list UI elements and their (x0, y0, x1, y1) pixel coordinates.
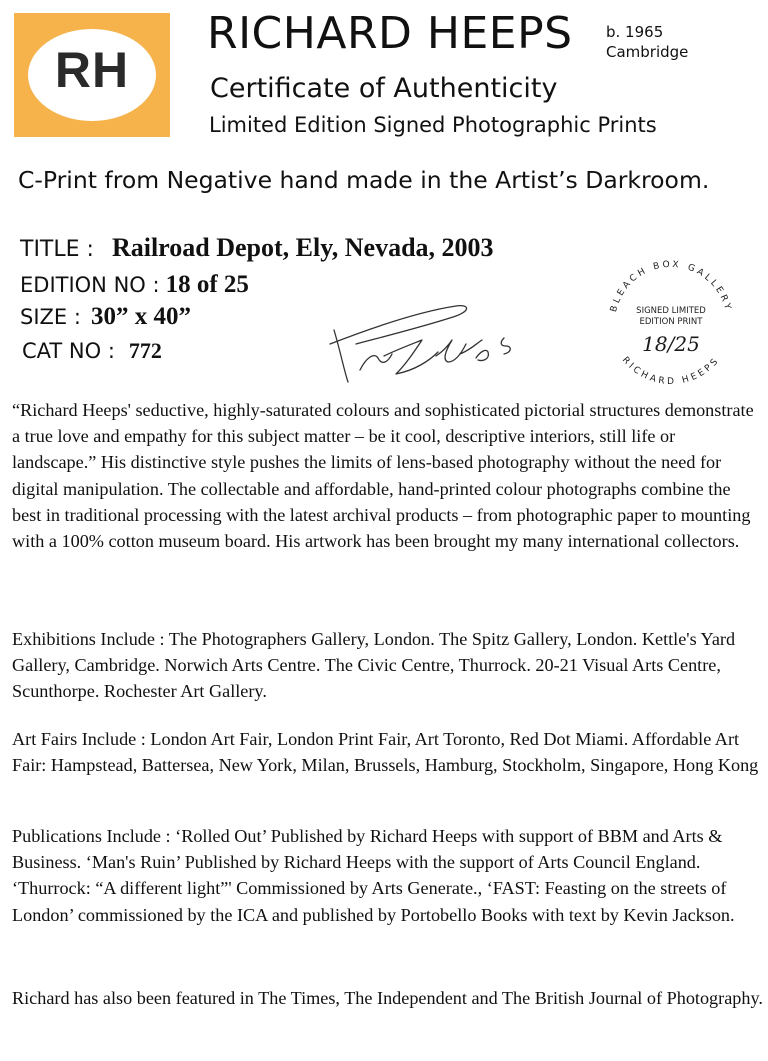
size-value: 30” x 40” (90, 303, 191, 330)
title-field (20, 235, 494, 261)
logo-letters: RH (54, 42, 130, 98)
birth-place: Cambridge (606, 43, 689, 61)
featured-paragraph: Richard has also been featured in The Times, The Independent and The British Journal of Photography. (12, 988, 763, 1008)
title-label: TITLE : (20, 237, 94, 262)
publications-paragraph: Publications Include : ‘Rolled Out’ Published by Richard Heeps with support of BBM and Arts & Business. ‘Man's Ruin’ Published by Richard Heeps with the support of Arts Council England. ‘Thurrock: “A different light”' Commissioned by Arts Generate., ‘FAST: Feasting on the streets of London’ commissioned by the ICA and published by Portobello Books with text by Kevin Jackson. (12, 826, 735, 925)
print-type: C-Print from Negative hand made in the Artist’s Darkroom. (18, 166, 710, 194)
exhibitions-paragraph: Exhibitions Include : The Photographers Gallery, London. The Spitz Gallery, London. Kettle's Yard Gallery, Cambridge. Norwich Arts Centre. The Civic Centre, Thurrock. 20-21 Visual Arts Centre, Scunthorpe. Rochester Art Gallery. (12, 629, 736, 702)
art-fairs-paragraph: Art Fairs Include : London Art Fair, London Print Fair, Art Toronto, Red Dot Miami. Affordable Art Fair: Hampstead, Battersea, New York, Milan, Brussels, Hamburg, Stockholm, Singapore, Hong Kong (12, 729, 759, 776)
birth-year: b. 1965 (606, 23, 664, 41)
stamp-line-2: EDITION PRINT (639, 317, 703, 327)
artist-birth (606, 22, 688, 62)
stamp-handwritten-edition: 18/25 (642, 332, 700, 356)
stamp-top-arc: BLEACH BOX GALLERY (609, 259, 733, 314)
cat-label: CAT NO : (22, 339, 115, 363)
bio-paragraph: “Richard Heeps' seductive, highly-saturated colours and sophisticated pictorial structures demonstrate a true love and empathy for this subject matter – be it cool, descriptive interiors, still life or landscape.” His distinctive style pushes the limits of lens-based photography without the need for digital manipulation. The collectable and affordable, hand-printed colour photographs combine the best in traditional processing with the latest archival products – from photographic paper to mounting with a 100% cotton museum board. His artwork has been brought my many international collectors. (12, 400, 754, 552)
cat-value: 772 (128, 338, 162, 363)
certificate-subtitle: Limited Edition Signed Photographic Prints (209, 113, 657, 137)
cat-field (22, 340, 162, 362)
edition-field (20, 272, 249, 297)
edition-label: EDITION NO : (20, 273, 160, 297)
artist-signature (326, 300, 526, 390)
edition-value: 18 of 25 (165, 271, 249, 298)
artist-name: RICHARD HEEPS (207, 8, 573, 59)
certificate-heading: Certificate of Authenticity (210, 73, 558, 104)
size-field (20, 304, 191, 329)
title-value: Railroad Depot, Ely, Nevada, 2003 (111, 233, 494, 262)
size-label: SIZE : (20, 305, 81, 329)
gallery-stamp (598, 250, 744, 396)
stamp-line-1: SIGNED LIMITED (636, 306, 706, 316)
stamp-bottom-arc: RICHARD HEEPS (619, 355, 723, 388)
rh-logo (14, 13, 170, 137)
